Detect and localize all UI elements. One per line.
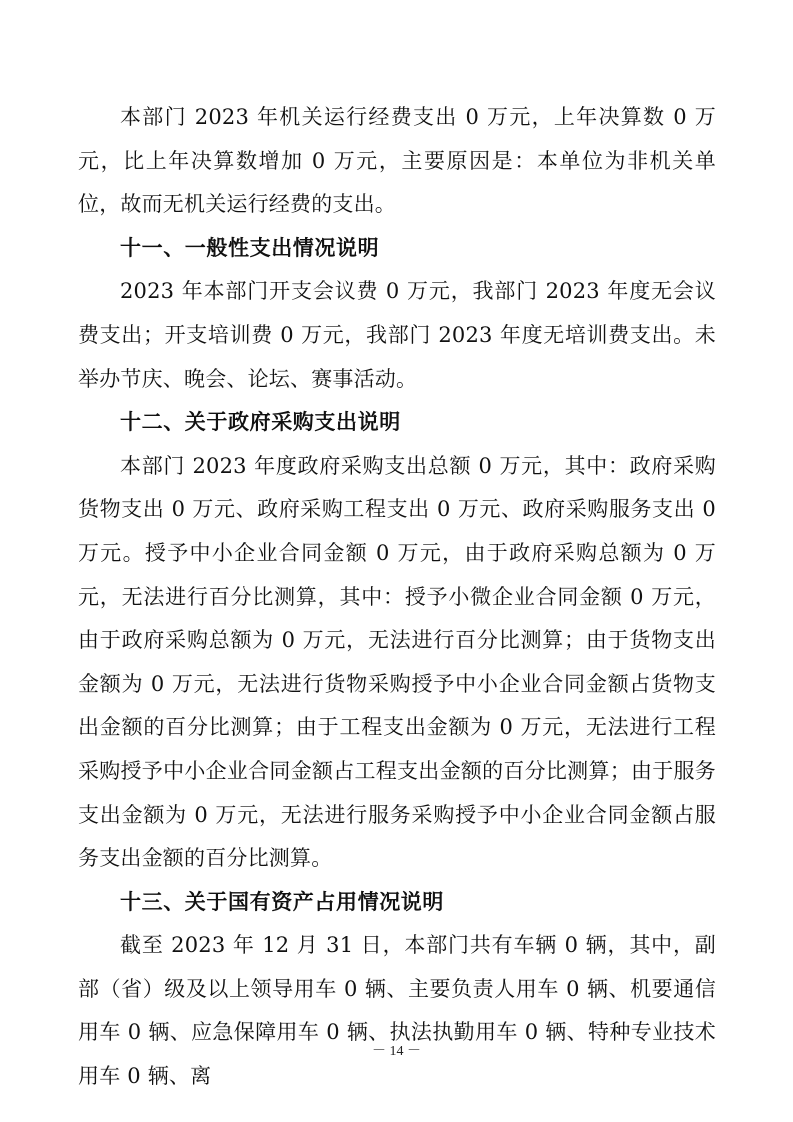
paragraph-state-assets: 截至 2023 年 12 月 31 日，本部门共有车辆 0 辆，其中，副部（省）级及以上领导用车 0 辆、主要负责人用车 0 辆、机要通信用车 0 辆、应急保障用车 0 辆、执法执勤用车 0 辆、特种专业技术用车 0 辆、离 bbox=[78, 933, 716, 1089]
document-page bbox=[78, 96, 716, 1099]
paragraph-government-procurement: 本部门 2023 年度政府采购支出总额 0 万元，其中：政府采购货物支出 0 万元、政府采购工程支出 0 万元、政府采购服务支出 0 万元。授予中小企业合同金额 0 万元，由于政府采购总额为 0 万元，无法进行百分比测算，其中：授予小微企业合同金额 0 万元，由于政府采购总额为 0 万元，无法进行百分比测算；由于货物支出金额为 0 万元，无法进行货物采购授予中小企业合同金额占货物支出金额的百分比测算；由于工程支出金额为 0 万元，无法进行工程采购授予中小企业合同金额占工程支出金额的百分比测算；由于服务支出金额为 0 万元，无法进行服务采购授予中小企业合同金额占服务支出金额的百分比测算。 bbox=[78, 453, 716, 871]
paragraph-operating-expenses: 本部门 2023 年机关运行经费支出 0 万元，上年决算数 0 万元，比上年决算数增加 0 万元，主要原因是：本单位为非机关单位，故而无机关运行经费的支出。 bbox=[78, 105, 716, 217]
page-number: － 14 － bbox=[372, 1044, 421, 1059]
heading-section-12: 十二、关于政府采购支出说明 bbox=[120, 410, 401, 435]
heading-section-13: 十三、关于国有资产占用情况说明 bbox=[120, 889, 444, 914]
heading-section-11: 十一、一般性支出情况说明 bbox=[120, 235, 380, 260]
paragraph-general-expenses: 2023 年本部门开支会议费 0 万元，我部门 2023 年度无会议费支出；开支培训费 0 万元，我部门 2023 年度无培训费支出。未举办节庆、晚会、论坛、赛事活动。 bbox=[78, 279, 716, 391]
